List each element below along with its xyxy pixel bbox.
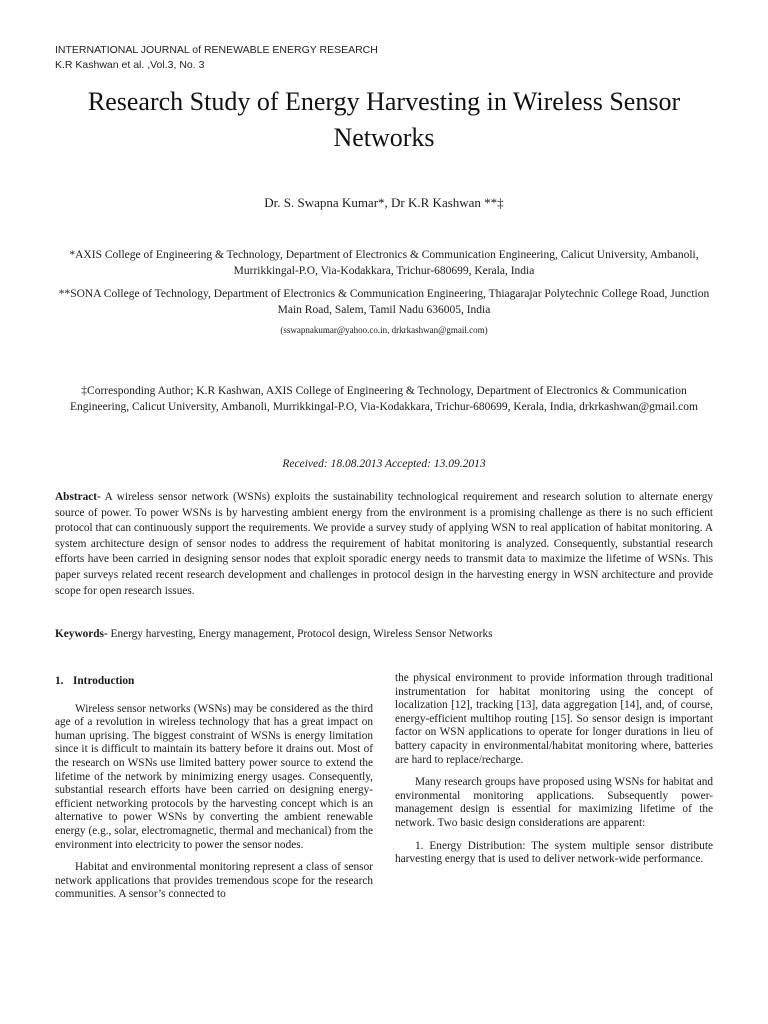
keywords-text: Energy harvesting, Energy management, Protocol design, Wireless Sensor Networks bbox=[107, 628, 493, 640]
body-paragraph: Wireless sensor networks (WSNs) may be considered as the third age of a revolution in wireless technology that has a great impact on human uprising. The biggest constraint of WSNs is energy limitation since it is difficult to maintain its battery before it drains out. Most of the research on WSNs use limited battery power source to extend the lifetime of the network by minimizing energy usages. Consequently, substantial research efforts have been carried on designing energy-efficient networking protocols by the harvesting concept which is an alternative to power WSNs by converting the ambient renewable energy (e.g., solar, electromagnetic, thermal and mechanical) from the environment into electricity to power the sensor nodes. bbox=[55, 702, 373, 851]
body-paragraph: Many research groups have proposed using WSNs for habitat and environmental monitoring applications. Subsequently power-management design is essential for maximizing lifetime of the network. Two basic design considerations are apparent: bbox=[395, 776, 713, 829]
affiliation-1: *AXIS College of Engineering & Technology, Department of Electronics & Communication Engineering, Calicut University, Ambanoli, Murrikkingal-P.O, Via-Kodakkara, Trichur-680699, Kerala, India bbox=[69, 249, 699, 277]
corresponding-author: ‡Corresponding Author; K.R Kashwan, AXIS College of Engineering & Technology, Department of Electronics & Communication Engineering, Calicut University, Ambanoli, Murrikkingal-P.O, Via-Kodakkara, Trichur-680699, Kerala, India, drkrkashwan@gmail.com bbox=[70, 385, 698, 413]
abstract bbox=[55, 490, 713, 599]
body-paragraph: 1. Energy Distribution: The system multiple sensor distribute harvesting energy that is used to deliver network-wide performance. bbox=[395, 839, 713, 866]
section-heading bbox=[55, 675, 373, 689]
left-column bbox=[55, 675, 373, 911]
journal-name: INTERNATIONAL JOURNAL of RENEWABLE ENERGY RESEARCH bbox=[55, 44, 378, 56]
author-emails: (sswapnakumar@yahoo.co.in, drkrkashwan@gmail.com) bbox=[280, 325, 488, 335]
body-paragraph: the physical environment to provide information through traditional instrumentation for habitat monitoring using the concept of localization [12], tracking [13], data aggregation [14], and, of course, energy-efficient multihop routing [15]. So sensor design is important factor on WSN applications to operate for longer durations in lieu of battery capacity in environmental/habitat monitoring where, batteries are hard to replace/recharge. bbox=[395, 672, 713, 766]
affiliation-2: **SONA College of Technology, Department of Electronics & Communication Engineering, Thiagarajar Polytechnic College Road, Junction Main Road, Salem, Tamil Nadu 636005, India bbox=[58, 288, 710, 316]
right-column bbox=[395, 672, 713, 876]
body-paragraph: Habitat and environmental monitoring represent a class of sensor network applications that provides tremendous scope for the research communities. A sensor’s connected to bbox=[55, 861, 373, 901]
journal-citation: K.R Kashwan et al. ,Vol.3, No. 3 bbox=[55, 59, 205, 71]
abstract-label: Abstract- bbox=[55, 491, 101, 503]
keywords-label: Keywords- bbox=[55, 628, 108, 640]
section-number: 1. bbox=[55, 675, 64, 687]
keywords bbox=[55, 627, 713, 642]
journal-header bbox=[55, 43, 378, 73]
received-dates: Received: 18.08.2013 Accepted: 13.09.2013 bbox=[282, 458, 486, 470]
paper-title: Research Study of Energy Harvesting in Wireless Sensor Networks bbox=[87, 87, 681, 152]
author-list: Dr. S. Swapna Kumar*, Dr K.R Kashwan **‡ bbox=[264, 195, 504, 210]
section-title: Introduction bbox=[73, 675, 135, 687]
abstract-text: A wireless sensor network (WSNs) exploits the sustainability technological requirement and research solution to alternate energy source of power. To power WSNs is by harvesting ambient energy from the environment is a promising challenge as there is no such efficient protocol that can continuously support the requirements. We provide a survey study of applying WSN to real application of habitat monitoring. A system architecture design of sensor nodes to address the requirement of habitat monitoring is analyzed. Consequently, substantial research efforts have been carried in designing sensor nodes that exploit sporadic energy needs to transmit data to maximize the lifetime of WSNs. This paper surveys related recent research development and challenges in protocol design in the harvesting energy in WSN architecture and provide scope for open research issues. bbox=[55, 491, 713, 597]
